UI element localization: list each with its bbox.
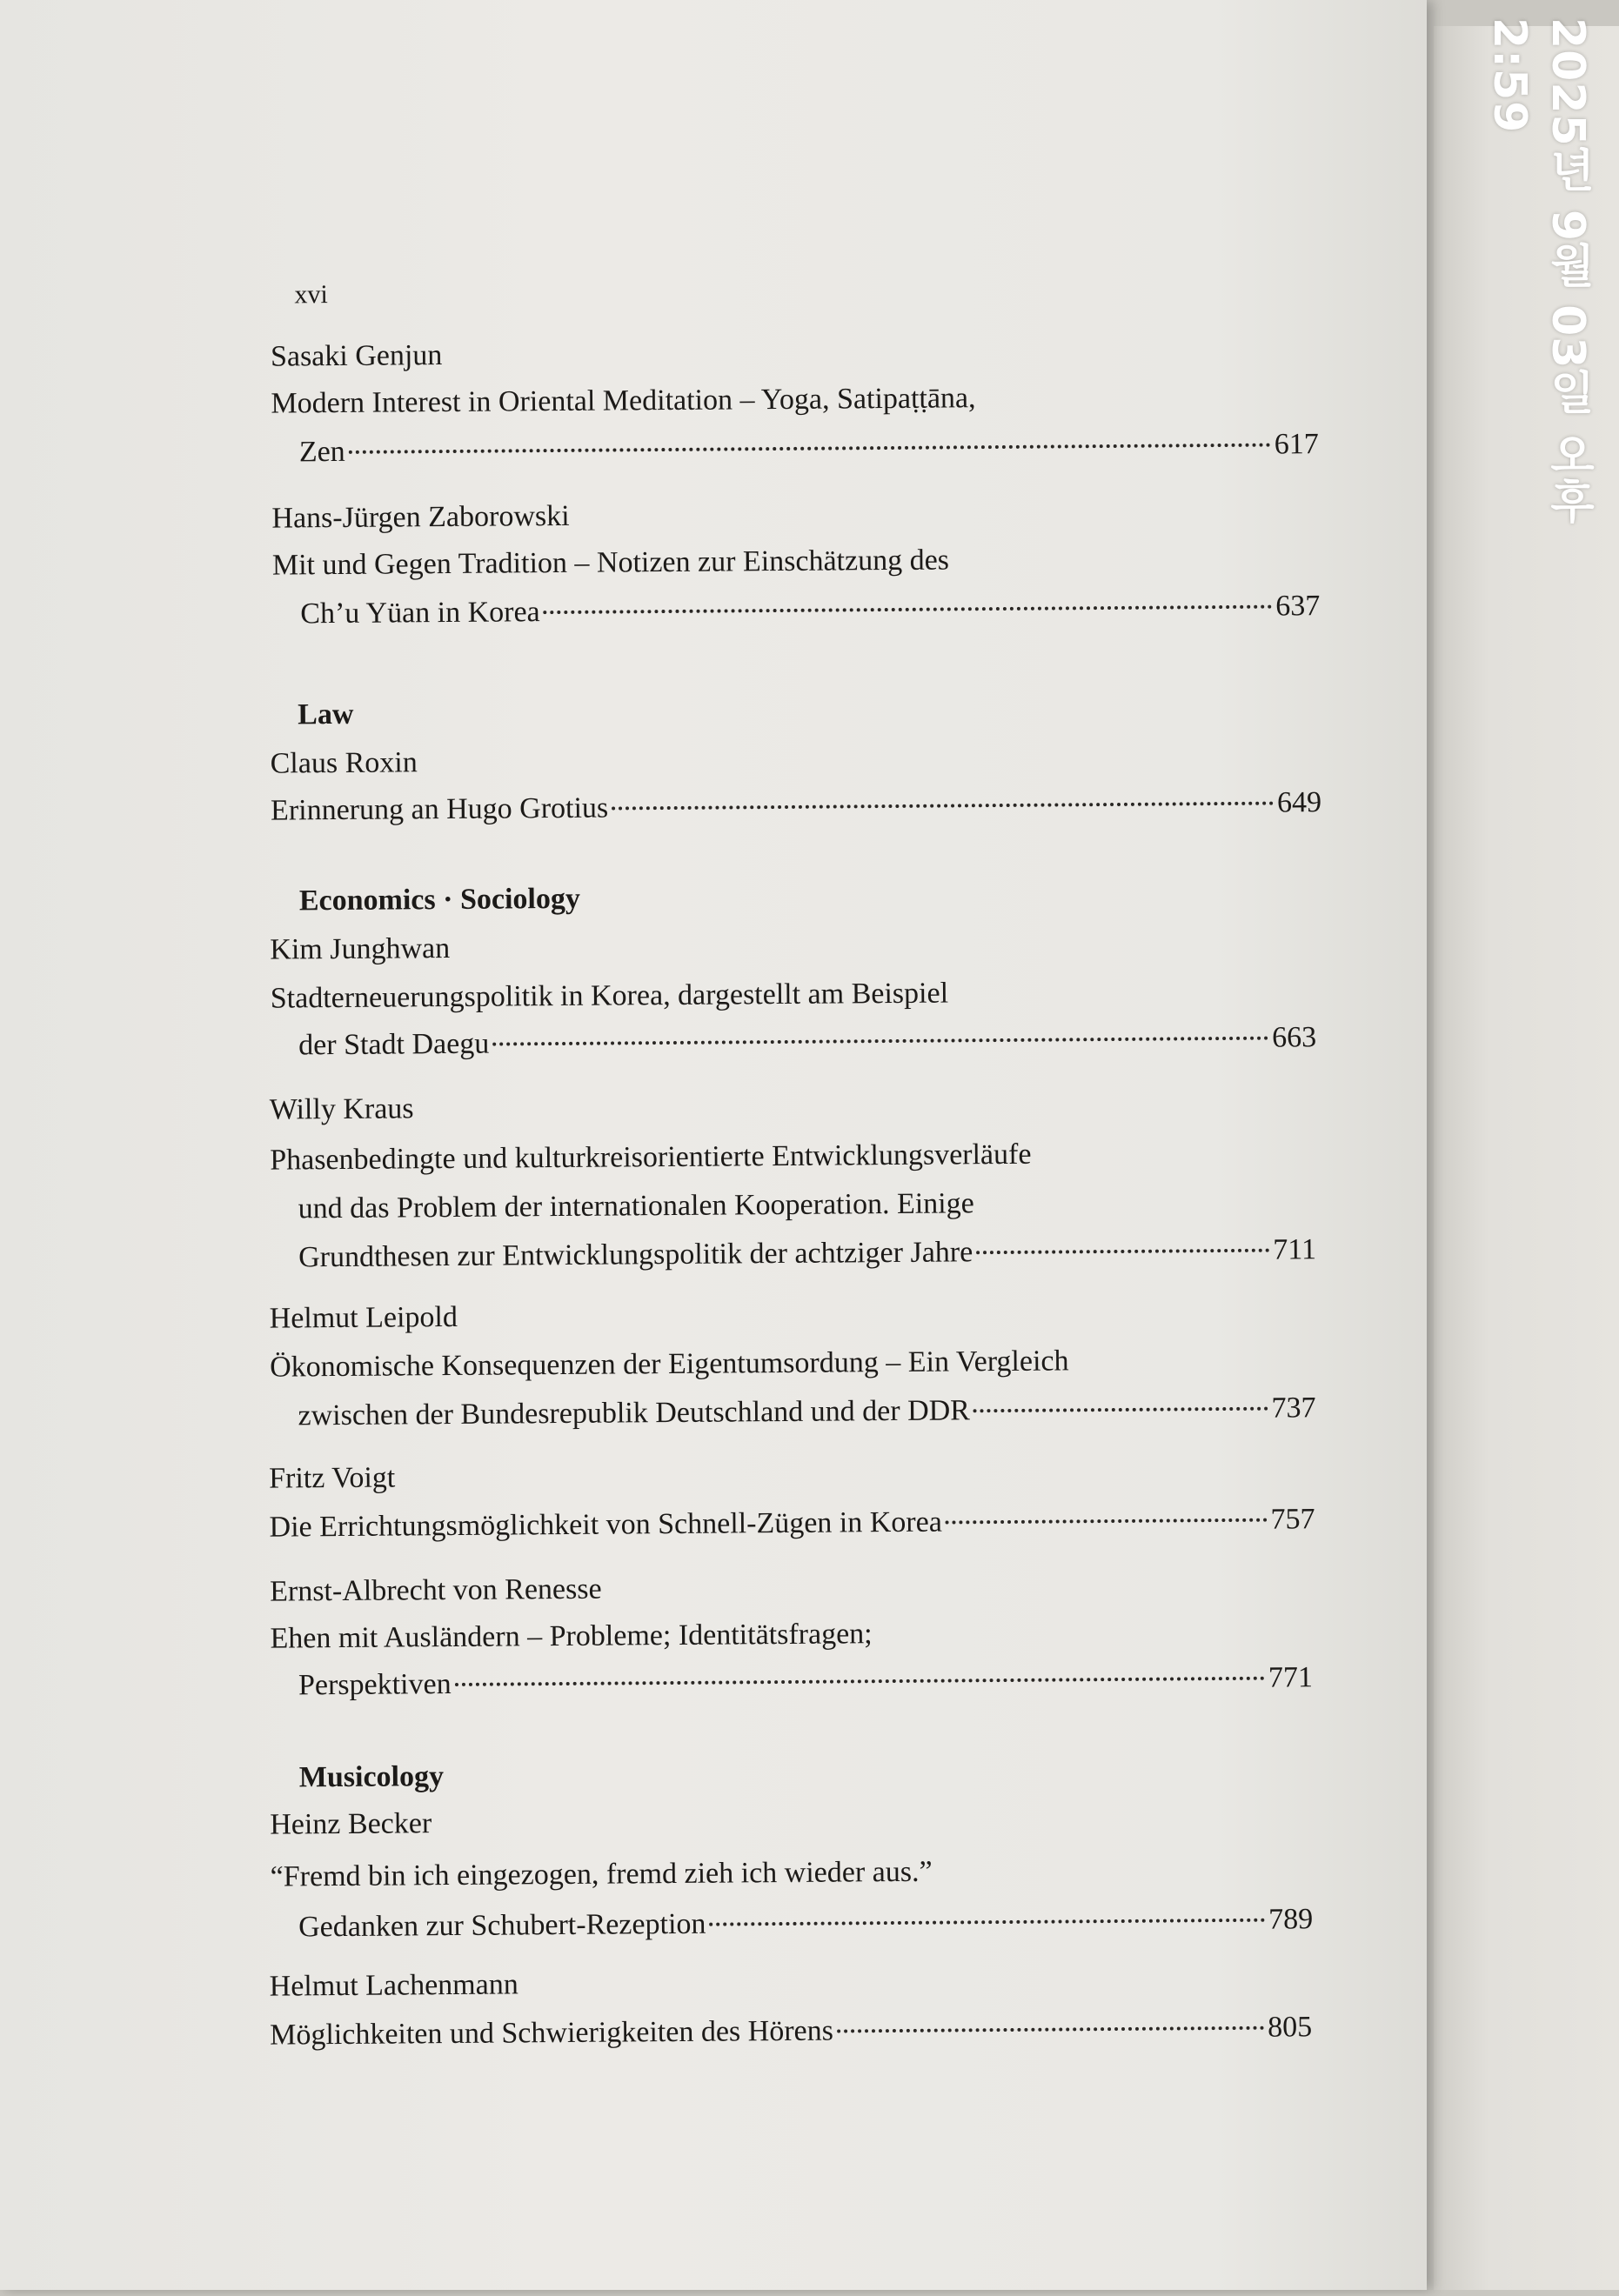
- entry-title-last-line: Gedanken zur Schubert-Rezeption: [298, 1907, 706, 1944]
- entry-page-number: 663: [1272, 1021, 1317, 1054]
- entry-author: Claus Roxin: [270, 746, 418, 780]
- entry-page-number: 737: [1271, 1392, 1316, 1425]
- entry-page-number: 711: [1273, 1233, 1317, 1266]
- entry-page-number: 805: [1267, 2011, 1313, 2044]
- entry-title-line: Phasenbedingte und kulturkreisorientierte Entwicklungsverläufe: [270, 1138, 1032, 1177]
- leader-dots: [973, 1407, 1268, 1413]
- leader-dots: [946, 1518, 1268, 1525]
- toc-entry-leader: [269, 1502, 1315, 1545]
- toc-entry-leader: [298, 1391, 1315, 1433]
- toc-entry-leader: [299, 427, 1319, 470]
- toc-entry-leader: [298, 1232, 1316, 1275]
- entry-title-last-line: Zen: [298, 435, 345, 469]
- entry-title-line: Mit und Gegen Tradition – Notizen zur Einschätzung des: [271, 544, 950, 582]
- section-heading: Musicology: [298, 1760, 445, 1794]
- entry-page-number: 649: [1276, 786, 1322, 819]
- leader-dots: [709, 1919, 1265, 1926]
- entry-author: Helmut Lachenmann: [269, 1968, 518, 2003]
- entry-title-line: “Fremd bin ich eingezogen, fremd zieh ich wieder aus.”: [270, 1855, 933, 1893]
- toc-entry-leader: [271, 785, 1321, 828]
- entry-author: Fritz Voigt: [268, 1461, 396, 1495]
- entry-title-line: Modern Interest in Oriental Meditation – Yoga, Satipaṭṭāna,: [271, 382, 976, 420]
- entry-page-number: 637: [1275, 590, 1321, 623]
- entry-title-last-line: Erinnerung an Hugo Grotius: [270, 791, 609, 827]
- leader-dots: [544, 605, 1273, 615]
- entry-title-last-line: Grundthesen zur Entwicklungspolitik der achtziger Jahre: [298, 1236, 973, 1274]
- entry-title-line: Ökonomische Konsequenzen der Eigentumsordung – Ein Vergleich: [269, 1345, 1069, 1384]
- entry-page-number: 757: [1270, 1503, 1315, 1536]
- entry-title-line: Ehen mit Ausländern – Probleme; Identitätsfragen;: [270, 1618, 873, 1655]
- toc-entry-leader: [298, 1902, 1313, 1945]
- entry-page-number: 789: [1268, 1903, 1314, 1936]
- entry-title-last-line: zwischen der Bundesrepublik Deutschland und der DDR: [298, 1394, 971, 1432]
- entry-title-last-line: der Stadt Daegu: [298, 1027, 490, 1062]
- leader-dots: [455, 1677, 1265, 1686]
- entry-title-last-line: Die Errichtungsmöglichkeit von Schnell-Zügen in Korea: [269, 1505, 942, 1544]
- entry-author: Helmut Leipold: [269, 1300, 458, 1335]
- photo-timestamp-overlay: 2025년 9월 03일 오후 2:59: [1483, 17, 1594, 524]
- page-number: xvi: [294, 280, 328, 310]
- entry-title-line: und das Problem der internationalen Kooperation. Einige: [298, 1187, 974, 1225]
- entry-title-last-line: Ch’u Yüan in Korea: [300, 596, 540, 631]
- toc-entry-leader: [300, 589, 1320, 631]
- leader-dots: [837, 2026, 1264, 2033]
- toc-entry-leader: [298, 1020, 1316, 1063]
- leader-dots: [492, 1037, 1268, 1046]
- entry-author: Kim Junghwan: [270, 932, 451, 966]
- entry-author: Sasaki Genjun: [270, 339, 443, 373]
- entry-page-number: 617: [1274, 428, 1319, 461]
- entry-title-last-line: Möglichkeiten und Schwierigkeiten des Hörens: [270, 2014, 834, 2052]
- entry-author: Hans-Jürgen Zaborowski: [271, 499, 570, 535]
- leader-dots: [976, 1249, 1269, 1255]
- toc-entry-leader: [270, 2010, 1312, 2052]
- section-heading: Law: [298, 697, 354, 731]
- entry-title-last-line: Perspektiven: [298, 1668, 452, 1702]
- section-heading: Economics · Sociology: [298, 882, 581, 918]
- leader-dots: [349, 444, 1271, 454]
- entry-title-line: Stadterneuerungspolitik in Korea, dargestellt am Beispiel: [270, 977, 949, 1015]
- entry-author: Heinz Becker: [270, 1807, 432, 1841]
- leader-dots: [612, 802, 1274, 811]
- entry-author: Willy Kraus: [269, 1092, 414, 1126]
- entry-page-number: 771: [1268, 1661, 1314, 1694]
- toc-entry-leader: [298, 1660, 1313, 1703]
- entry-author: Ernst-Albrecht von Renesse: [270, 1572, 602, 1608]
